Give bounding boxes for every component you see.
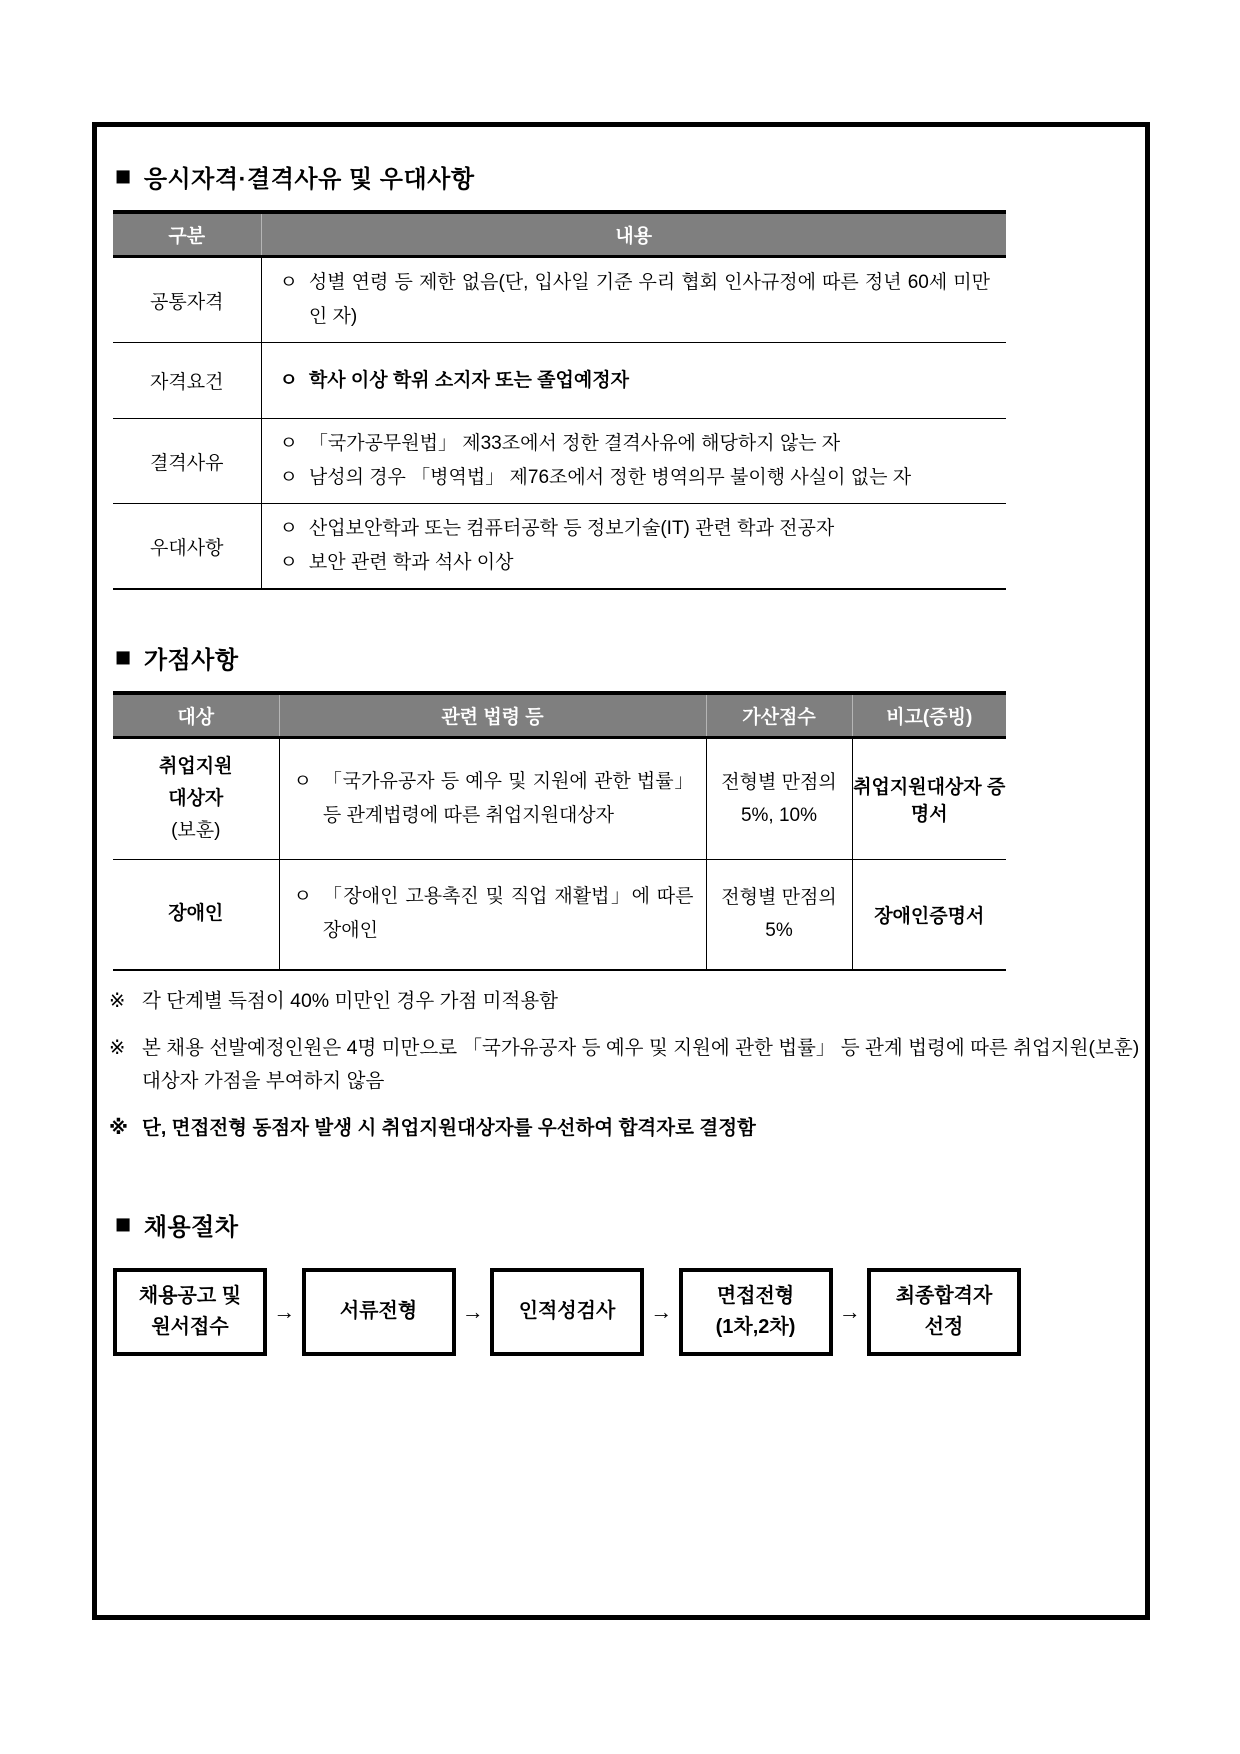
table-header-row	[113, 693, 1006, 738]
law-cell	[279, 738, 706, 860]
circle-bullet-icon: ㅇ	[279, 518, 298, 539]
section-title-text: 가점사항	[143, 647, 239, 674]
right-arrow-icon: →	[650, 1298, 673, 1324]
points-cell: 전형별 만점의 5%, 10%	[706, 738, 852, 860]
target-cell: 장애인	[113, 860, 279, 970]
row-label: 공통자격	[150, 291, 224, 313]
footnote: ※ 각 단계별 득점이 40% 미만인 경우 가점 미적용함	[109, 985, 1141, 1018]
qualification-table	[113, 210, 1006, 590]
row-content	[261, 504, 1006, 590]
proof-cell: 취업지원대상자 증명서	[852, 738, 1006, 860]
right-arrow-icon: →	[273, 1298, 296, 1324]
reference-mark-icon: ※	[109, 989, 126, 1012]
flow-step-announcement: 채용공고 및 원서접수	[113, 1268, 267, 1356]
recruitment-process-flowchart	[113, 1268, 1021, 1356]
black-square-icon: ■	[115, 1208, 132, 1239]
reference-mark-icon: ※	[109, 1116, 128, 1139]
proof-cell: 장애인증명서	[852, 860, 1006, 970]
footnote: ※ 단, 면접전형 동점자 발생 시 취업지원대상자를 우선하여 합격자로 결정함	[109, 1112, 1141, 1145]
table-header-row	[113, 212, 1006, 257]
section-title-text: 응시자격·결격사유 및 우대사항	[143, 166, 475, 193]
section-title-process	[115, 1207, 1125, 1242]
list-item: ㅇ 성별 연령 등 제한 없음(단, 입사일 기준 우리 협회 인사규정에 따른 정년 60세 미만인 자)	[280, 266, 991, 334]
row-label: 자격요건	[113, 343, 261, 419]
circle-bullet-icon: ㅇ	[293, 771, 312, 792]
table-row	[113, 860, 1006, 970]
table-row	[113, 738, 1006, 860]
table-row	[113, 419, 1006, 504]
column-header-target: 대상	[113, 693, 279, 738]
circle-bullet-icon: ㅇ	[279, 369, 298, 391]
list-item: ㅇ 「국가공무원법」 제33조에서 정한 결격사유에 해당하지 않는 자	[280, 427, 991, 461]
flow-step-document-screening: 서류전형	[302, 1268, 456, 1356]
circle-bullet-icon: ㅇ	[279, 467, 298, 488]
row-content	[261, 343, 1006, 419]
right-arrow-icon: →	[838, 1298, 861, 1324]
list-item: ㅇ 학사 이상 학위 소지자 또는 졸업예정자	[280, 364, 991, 398]
flow-step-final-selection: 최종합격자 선정	[867, 1268, 1021, 1356]
document-content	[97, 127, 1145, 1356]
right-arrow-icon: →	[461, 1298, 484, 1324]
table-row	[113, 504, 1006, 590]
reference-mark-icon: ※	[109, 1036, 126, 1059]
list-item: ㅇ 남성의 경우 「병역법」 제76조에서 정한 병역의무 불이행 사실이 없는 자	[280, 461, 991, 495]
row-content	[261, 257, 1006, 343]
law-cell	[279, 860, 706, 970]
circle-bullet-icon: ㅇ	[279, 433, 298, 454]
column-header-points: 가산점수	[706, 693, 852, 738]
flow-step-interview: 면접전형 (1차,2차)	[679, 1268, 833, 1356]
column-header-category: 구분	[113, 212, 261, 257]
table-row	[113, 257, 1006, 343]
bonus-points-table	[113, 691, 1006, 971]
column-header-law: 관련 법령 등	[279, 693, 706, 738]
points-cell: 전형별 만점의 5%	[706, 860, 852, 970]
list-item: ㅇ 산업보안학과 또는 컴퓨터공학 등 정보기술(IT) 관련 학과 전공자	[280, 512, 991, 546]
target-cell: 취업지원 대상자 (보훈)	[159, 756, 233, 841]
list-item: ㅇ 「장애인 고용촉진 및 직업 재활법」에 따른 장애인	[294, 880, 694, 948]
footnotes	[109, 985, 1141, 1145]
list-item: ㅇ 「국가유공자 등 예우 및 지원에 관한 법률」 등 관계법령에 따른 취업지원대상자	[294, 765, 694, 833]
row-label: 우대사항	[113, 504, 261, 590]
section-title-bonus-points	[115, 640, 1125, 675]
flow-step-aptitude-test: 인적성검사	[490, 1268, 644, 1356]
column-header-content: 내용	[261, 212, 1006, 257]
table-row	[113, 343, 1006, 419]
footnote: ※ 본 채용 선발예정인원은 4명 미만으로 「국가유공자 등 예우 및 지원에 관한 법률」 등 관계 법령에 따른 취업지원(보훈)대상자 가점을 부여하지 않음	[109, 1032, 1141, 1098]
column-header-proof: 비고(증빙)	[852, 693, 1006, 738]
list-item: ㅇ 보안 관련 학과 석사 이상	[280, 546, 991, 580]
row-content	[261, 419, 1006, 504]
circle-bullet-icon: ㅇ	[279, 552, 298, 573]
circle-bullet-icon: ㅇ	[279, 272, 298, 293]
black-square-icon: ■	[115, 161, 132, 191]
section-title-qualifications	[115, 159, 1125, 194]
row-label: 결격사유	[113, 419, 261, 504]
black-square-icon: ■	[115, 642, 132, 672]
document-page-frame	[92, 122, 1150, 1620]
circle-bullet-icon: ㅇ	[293, 886, 312, 908]
section-title-text: 채용절차	[143, 1213, 239, 1241]
